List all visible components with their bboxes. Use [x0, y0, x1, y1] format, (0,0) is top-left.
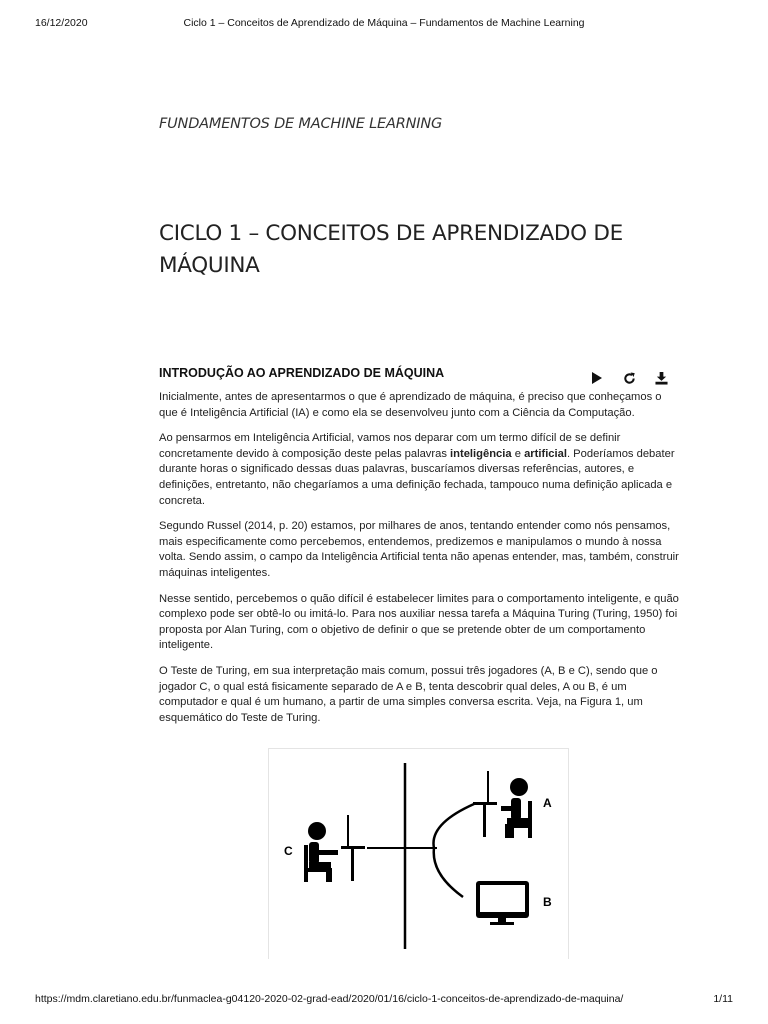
- audio-toolbar: [586, 368, 676, 388]
- download-icon: [655, 372, 668, 385]
- section-heading: INTRODUÇÃO AO APRENDIZADO DE MÁQUINA: [159, 366, 445, 380]
- person-a-icon: [473, 771, 532, 838]
- label-b: B: [543, 895, 552, 909]
- play-button[interactable]: [586, 368, 608, 388]
- print-page-title: Ciclo 1 – Conceitos de Aprendizado de Máquina – Fundamentos de Machine Learning: [183, 17, 585, 29]
- paragraph-turing-test: O Teste de Turing, em sua interpretação mais comum, possui três jogadores (A, B e C), sendo que o jogador C, o qual está fisicamente separado de A e B, tenta descobrir qual deles, A ou B, é um computador e qual é um humano, a partir de uma simples conversa escrita. Veja, na Figura 1, um esquemático do Teste de Turing.: [159, 664, 658, 724]
- connection-curve: [434, 804, 475, 897]
- paragraph-russel: Segundo Russel (2014, p. 20) estamos, por milhares de anos, tentando entender como nós pensamos, mais especificamente como percebemos, entendemos, predizemos e manipulamos o mundo à nossa volta. Sendo assim, o campo da Inteligência Artificial tenta não apenas entender, mas, também, construir máquinas inteligentes.: [159, 520, 679, 579]
- paragraph-intro: Inicialmente, antes de apresentarmos o que é aprendizado de máquina, é preciso que conheçamos o que é Inteligência Artificial (IA) e como ela se desenvolveu junto com a Ciência da Computação.: [159, 391, 662, 419]
- label-a: A: [543, 796, 552, 810]
- print-url: https://mdm.claretiano.edu.br/funmaclea-g04120-2020-02-grad-ead/2020/01/16/ciclo-1-conceitos-de-aprendizado-de-maquina/: [35, 993, 624, 1005]
- person-c-icon: [304, 815, 365, 882]
- print-page-number: 1/11: [713, 993, 733, 1005]
- turing-test-diagram: [269, 749, 568, 959]
- text-span: e: [511, 447, 525, 460]
- bold-term-artificial: artificial: [524, 447, 567, 460]
- course-label[interactable]: FUNDAMENTOS DE MACHINE LEARNING: [159, 116, 443, 132]
- monitor-b-icon: [476, 881, 529, 925]
- paragraph-turing-machine: Nesse sentido, percebemos o quão difícil é estabelecer limites para o comportamento inteligente, e quão complexo pode ser obtê-lo ou imitá-lo. Para nos auxiliar nessa tarefa a Máquina Turing (Turing, 1950) foi proposta por Alan Turing, com o objetivo de definir o que se pretende obter de um comportamento inteligente.: [159, 592, 679, 652]
- paragraph-ai-definition: [159, 431, 681, 509]
- text-span: Ao pensarmos em Inteligência Artificial, vamos nos deparar com um termo difícil de se definir concretamente devido à composição deste pelas palavras: [159, 432, 621, 460]
- reload-icon: [623, 372, 636, 385]
- page-title: CICLO 1 – CONCEITOS DE APRENDIZADO DE MÁQUINA: [159, 221, 623, 278]
- article-body: [159, 390, 681, 736]
- play-icon: [591, 372, 603, 384]
- download-button[interactable]: [650, 368, 672, 388]
- text-span: . Poderíamos debater durante horas o significado dessas duas palavras, buscaríamos diversas referências, autores, e definições, entretanto, não chegaríamos a uma definição fechada, tampouco numa definição aplicada e concreta.: [159, 447, 675, 507]
- bold-term-inteligencia: inteligência: [450, 447, 512, 460]
- print-date: 16/12/2020: [35, 17, 88, 29]
- reload-button[interactable]: [618, 368, 640, 388]
- label-c: C: [284, 844, 293, 858]
- turing-test-figure: [268, 748, 569, 959]
